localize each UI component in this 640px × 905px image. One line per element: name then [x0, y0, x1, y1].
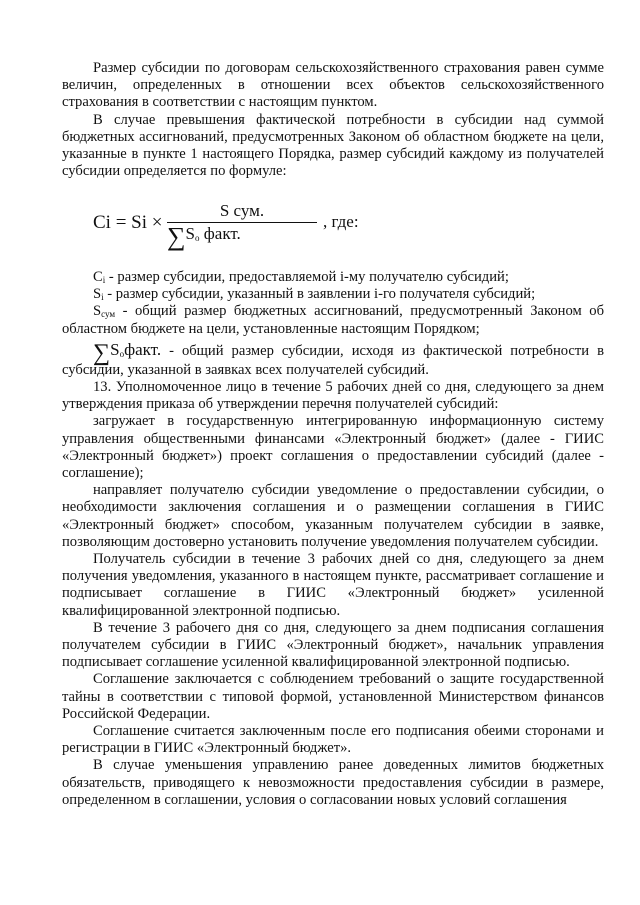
- paragraph-concluded: Соглашение считается заключенным после его подписания обеими сторонами и регистрации в ГИИС «Электронный бюджет».: [62, 723, 604, 757]
- formula-rhs: , где:: [323, 212, 359, 231]
- text-block-bottom: [62, 269, 604, 809]
- definition-ci: $C_i$ - размер субсидии, предоставляемой i-му получателю субсидий;: [93, 269, 509, 285]
- paragraph-upload-project: загружает в государственную интегрированную информационную систему управления общественными финансами «Электронный бюджет» (далее - ГИИС «Электронный бюджет») проект соглашения о предоставлении субсидий (далее - соглашение);: [62, 413, 604, 482]
- formula-lhs: Ci = Si ×: [93, 212, 163, 233]
- definition-so-fakt: $\sum S_oфакт$. - общий размер субсидии, исходя из фактической потребности в субсидии, указанной в заявках всех получателей субсидий.: [62, 339, 604, 378]
- paragraph-secrecy: Соглашение заключается с соблюдением требований о защите государственной тайны в соответствии с типовой формой, установленной Министерством финансов Российской Федерации.: [62, 671, 604, 722]
- formula-numerator: S сум.: [219, 201, 265, 220]
- sum-sign: ∑: [93, 339, 111, 366]
- paragraph-head-signs: В течение 3 рабочего дня со дня, следующего за днем подписания соглашения получателем субсидии в ГИИС «Электронный бюджет», начальник управления подписывает соглашение усиленной квалифицированной электронной подписью.: [62, 619, 604, 671]
- paragraph-send-notice: направляет получателю субсидии уведомление о предоставлении субсидии, о необходимости заключения соглашения и о размещении соглашения в ГИИС «Электронный бюджет» способом, указанным получателем субсидии в заявке, позволяющим достоверно установить получение уведомления получателем субсидии.: [62, 482, 604, 550]
- text-block-top: [62, 60, 604, 180]
- subsidy-formula: [93, 200, 413, 254]
- paragraph-excess-need: В случае превышения фактической потребности в субсидии над суммой бюджетных ассигнований, предусмотренных Законом об областном бюджете на цели, указанные в пункте 1 настоящего Порядка, размер субсидий каждому из получателей субсидии определяется по формуле:: [62, 111, 604, 180]
- definition-ssum: $S_{сум}$ - общий размер бюджетных ассигнований, предусмотренный Законом об областном бюджете на цели, установленные настоящим Порядком;: [62, 303, 604, 337]
- paragraph-recipient-signs: Получатель субсидии в течение 3 рабочих дней со дня, следующего за днем получения уведомления, указанного в настоящем пункте, рассматривает соглашение и подписывает соглашение в ГИИС «Электронный бюджет» усиленной квалифицированной электронной подписью.: [62, 551, 604, 619]
- paragraph-item-13: 13. Уполномоченное лицо в течение 5 рабочих дней со дня, следующего за днем утверждения приказа об утверждении перечня получателей субсидий:: [62, 379, 604, 413]
- formula-fraction-bar: [167, 222, 317, 223]
- paragraph-subsidy-amount: Размер субсидии по договорам сельскохозяйственного страхования равен сумме величин, определенных в отношении всех объектов сельскохозяйственного страхования в соответствии с настоящим пунктом.: [62, 60, 604, 111]
- paragraph-limits-reduction: В случае уменьшения управлению ранее доведенных лимитов бюджетных обязательств, приводящего к невозможности предоставления субсидии в размере, определенном в соглашении, условия о согласовании новых условий соглашения: [62, 757, 604, 808]
- formula-denominator: $\sum S_o$ факт.: [167, 222, 241, 251]
- sum-sign: ∑: [167, 222, 186, 251]
- definition-si: $S_i$ - размер субсидии, указанный в заявлении i-го получателя субсидий;: [93, 286, 536, 303]
